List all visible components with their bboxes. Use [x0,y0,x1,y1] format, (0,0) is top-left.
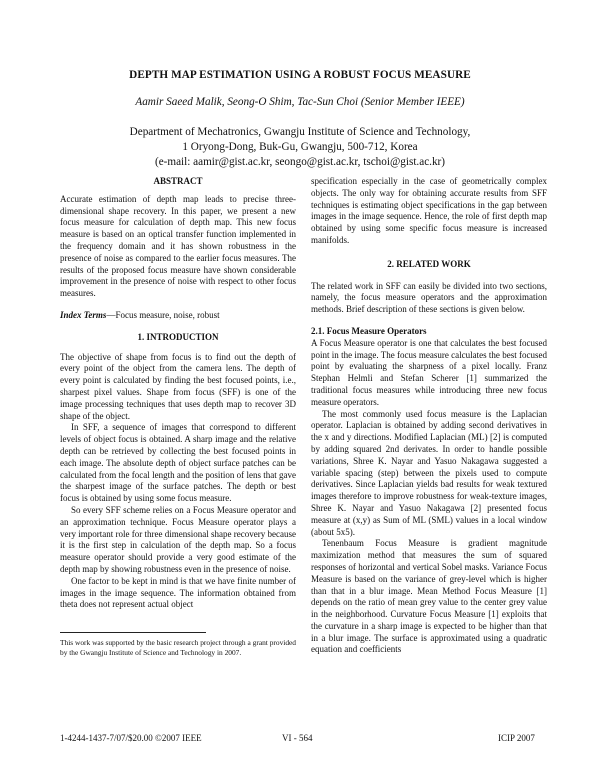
copyright-line: 1-4244-1437-7/07/$20.00 ©2007 IEEE [60,733,202,743]
intro-paragraph: So every SFF scheme relies on a Focus Measure operator and an approximation technique. Focus Measure operator plays a very important role for three dimensional shape recovery because it is the first step in calculation of the depth map. So a focus measure operator should provide a very good estimate of the depth map by showing robustness even in the presence of noise. [60,504,296,574]
footnote: This work was supported by the basic research project through a grant provided by the Gwangju Institute of Science and Technology in 2007. [60,638,296,657]
affiliation-line: Department of Mechatronics, Gwangju Institute of Science and Technology, [129,126,471,138]
right-column [311,176,547,656]
affiliation-emails: (e-mail: aamir@gist.ac.kr, seongo@gist.ac.kr, tschoi@gist.ac.kr) [154,156,446,168]
affiliation-line: 1 Oryong-Dong, Buk-Gu, Gwangju, 500-712, Korea [182,141,418,153]
left-column [60,176,296,611]
footnote-rule [60,632,206,633]
section-paragraph: The most commonly used focus measure is the Laplacian operator. Laplacian is obtained by adding second derivatives in the x and y directions. Modified Laplacian (ML) [2] is computed by adding squared 2nd derivates. In order to handle possible variations, Shree K. Nayar and Yasuo Nakagawa suggested a variable spacing (step) between the pixels used to compute derivatives. Since Laplacian yields bad results for weak textured images therefore to improve robustness for weak-texture images, Shree K. Nayar and Yasuo Nakagawa [2] presented focus measure at (x,y) as Sum of ML (SML) values in a local window (about 5x5). [311,408,547,537]
related-work-text: The related work in SFF can easily be divided into two sections, namely, the focus measure operators and the approximation methods. Brief description of these sections is given below. [311,280,547,315]
intro-heading: 1. INTRODUCTION [137,331,219,342]
abstract-text: Accurate estimation of depth map leads to precise three-dimensional shape recovery. In this paper, we present a new focus measure for calculation of depth map. This new focus measure is based on an optical transfer function implemented in the frequency domain and it has shown robustness in the presence of noise as compared to the earlier focus measures. The results of the proposed focus measure have shown considerable improvement in the presence of noise with respect to other focus measures. [60,193,296,299]
intro-paragraph: One factor to be kept in mind is that we have finite number of images in the image sequence. The information obtained from theta does not represent actual object [60,575,296,610]
index-terms [60,310,296,322]
index-terms-label: Index Terms [60,309,107,320]
author-list: Aamir Saeed Malik, Seong-O Shim, Tac-Sun Choi (Senior Member IEEE) [135,96,465,108]
page-number: VI - 564 [282,733,313,743]
paper-title: DEPTH MAP ESTIMATION USING A ROBUST FOCUS MEASURE [129,69,471,81]
intro-continuation: specification especially in the case of geometrically complex objects. The only way for obtaining accurate results from SFF techniques is estimating object specifications in the gap between images in the image sequence. Hence, the role of first depth map obtained by using some specific focus measure is increased manifolds. [311,176,547,245]
section-paragraph: Tenenbaum Focus Measure is gradient magnitude maximization method that measures the sum of squared responses of horizontal and vertical Sobel masks. Variance Focus Measure is based on the variance of grey-level which is higher than that in a blur image. Mean Method Focus Measure [1] depends on the ratio of mean grey value to the center grey value in the neighborhood. Curvature Focus Measure [1] exploits that the curvature in a sharp image is expected to be higher than that in a blur image. The surface is approximated using a quadratic equation and coefficients [311,538,547,655]
conference-name: ICIP 2007 [498,733,535,743]
index-terms-text: —Focus measure, noise, robust [106,309,220,320]
intro-paragraph: The objective of shape from focus is to find out the depth of every point of the object from the camera lens. The depth of every point is calculated by finding the best focused points, i.e., sharpest pixel values. Shape from focus (SFF) is one of the image processing techniques that uses depth map to recover 3D shape of the object. [60,351,296,421]
related-work-heading: 2. RELATED WORK [387,258,471,269]
section-paragraph: A Focus Measure operator is one that calculates the best focused point in the image. The focus measure calculates the best focused point by evaluating the sharpness of a pixel locally. Franz Stephan Helmli and Stefan Scherer [1] summarized the traditional focus measures while introducing three new focus measure operators. [311,337,547,407]
affiliation [0,125,600,170]
subsection-heading: 2.1. Focus Measure Operators [311,325,427,336]
abstract-heading: ABSTRACT [153,176,203,186]
intro-paragraph: In SFF, a sequence of images that correspond to different levels of object focus is obtained. A sharp image and the relative depth can be retrieved by collecting the best focused points in each image. The absolute depth of object surface patches can be calculated from the focal length and the position of lens that gave the sharpest image of the surface patches. The depth or best focus is obtained by using some focus measure. [60,422,296,504]
